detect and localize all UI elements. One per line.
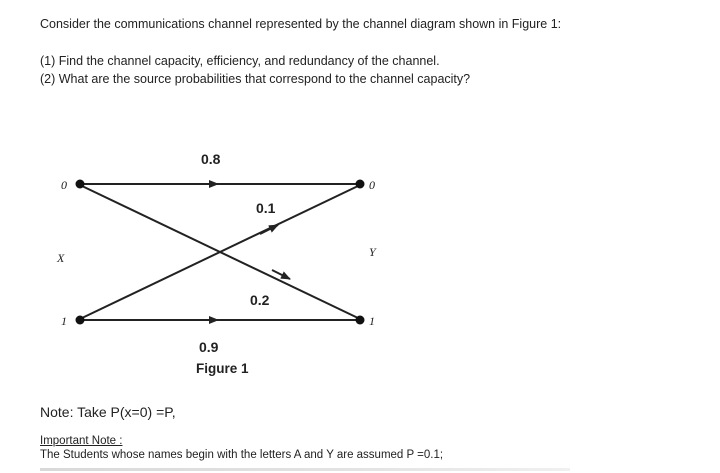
important-note-heading: Important Note :: [40, 435, 123, 447]
arrow-1-to-0: [260, 225, 278, 234]
students-note: The Students whose names begin with the letters A and Y are assumed P =0.1;: [40, 449, 444, 461]
probability-0-to-1: 0.2: [250, 292, 270, 308]
input-symbol-0: 0: [61, 178, 67, 192]
figure-caption: Figure 1: [196, 361, 249, 376]
probability-1-to-1: 0.9: [199, 339, 219, 355]
output-node-0: [356, 180, 365, 189]
note-text: Note: Take P(x=0) =P,: [40, 404, 176, 420]
output-symbol-0: 0: [369, 178, 375, 192]
output-variable-label: Y: [369, 245, 376, 259]
input-node-1: [76, 316, 85, 325]
probability-0-to-0: 0.8: [201, 151, 221, 167]
probability-1-to-0: 0.1: [256, 200, 276, 216]
input-node-0: [76, 180, 85, 189]
input-symbol-1: 1: [61, 314, 67, 328]
question-part-2: (2) What are the source probabilities that correspond to the channel capacity?: [40, 72, 471, 86]
question-intro: Consider the communications channel represented by the channel diagram shown in Figure 1:: [40, 17, 562, 31]
output-node-1: [356, 316, 365, 325]
cropped-text-line: [40, 468, 570, 471]
question-part-1: (1) Find the channel capacity, efficiency, and redundancy of the channel.: [40, 54, 440, 68]
input-variable-label: X: [57, 251, 65, 265]
output-symbol-1: 1: [369, 314, 375, 328]
